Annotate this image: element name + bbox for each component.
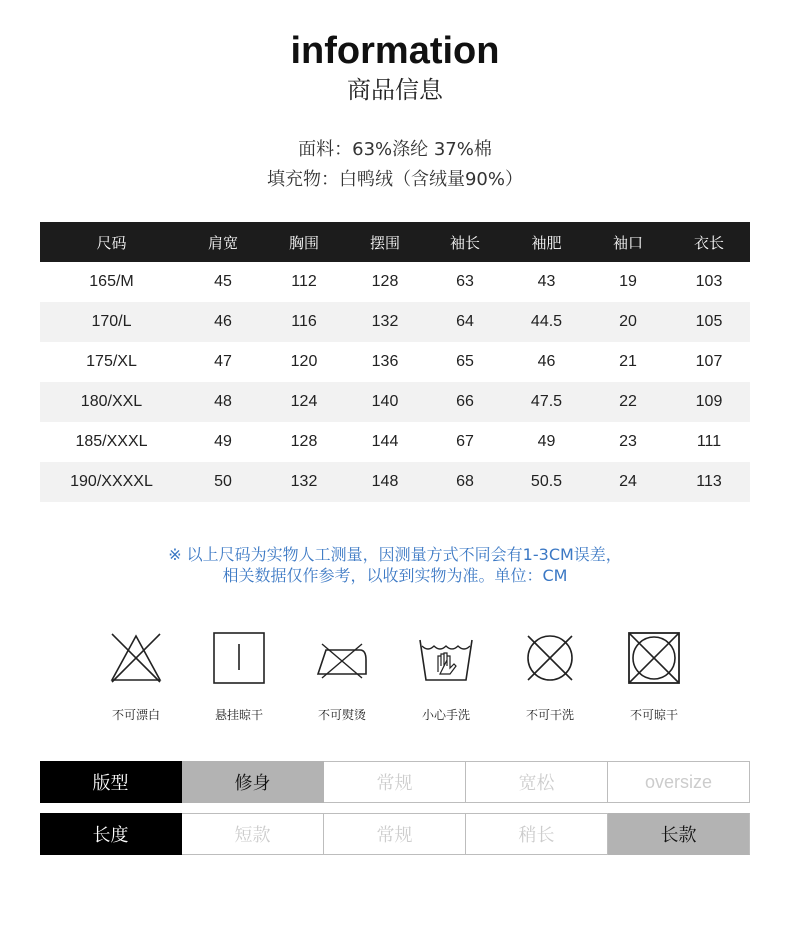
table-cell: 109 [668, 382, 750, 422]
table-cell: 20 [588, 302, 668, 342]
table-cell: 24 [588, 462, 668, 502]
measurement-note-line2: 相关数据仅作参考，以收到实物为准。单位：CM [222, 566, 568, 585]
table-cell: 67 [425, 422, 505, 462]
table-cell: 49 [505, 422, 588, 462]
care-label: 不可熨烫 [317, 708, 366, 722]
fit-label: 版型 [40, 761, 182, 803]
table-row [40, 342, 750, 382]
table-row [40, 382, 750, 422]
no-iron-icon [314, 630, 370, 686]
measurement-note-line1: ※ 以上尺码为实物人工测量，因测量方式不同会有1-3CM误差， [168, 545, 622, 564]
table-cell: 64 [425, 302, 505, 342]
table-cell: 46 [183, 302, 263, 342]
table-cell: 128 [345, 262, 425, 302]
care-label: 不可漂白 [111, 708, 160, 722]
table-cell: 43 [505, 262, 588, 302]
care-label: 小心手洗 [421, 708, 470, 722]
table-cell: 136 [345, 342, 425, 382]
fit-option-oversize: oversize [608, 761, 750, 803]
size-cell: 190/XXXXL [40, 462, 183, 502]
care-item-no-dry-clean [500, 630, 600, 723]
header-cell: 肩宽 [183, 222, 263, 262]
fit-option-regular: 常规 [324, 761, 466, 803]
table-cell: 21 [588, 342, 668, 382]
care-item-hang-dry [189, 630, 289, 723]
table-row [40, 422, 750, 462]
length-option-regular: 常规 [324, 813, 466, 855]
length-selector [40, 813, 750, 855]
table-cell: 68 [425, 462, 505, 502]
table-cell: 50.5 [505, 462, 588, 502]
header-cell: 衣长 [668, 222, 750, 262]
table-cell: 128 [263, 422, 345, 462]
fabric-spec: 面料：63%涤纶 37%棉 [298, 139, 492, 160]
length-option-longer: 稍长 [466, 813, 608, 855]
header-cell: 袖肥 [505, 222, 588, 262]
care-item-no-tumble-dry [604, 630, 704, 723]
table-cell: 111 [668, 422, 750, 462]
header-cell: 摆围 [345, 222, 425, 262]
table-cell: 49 [183, 422, 263, 462]
table-cell: 44.5 [505, 302, 588, 342]
hand-wash-icon [418, 630, 474, 686]
page-title-cn: 商品信息 [347, 76, 443, 104]
care-item-no-iron [292, 630, 392, 723]
table-cell: 66 [425, 382, 505, 422]
length-option-short: 短款 [182, 813, 324, 855]
table-cell: 47 [183, 342, 263, 382]
care-label: 不可干洗 [525, 708, 574, 722]
table-row [40, 262, 750, 302]
table-cell: 46 [505, 342, 588, 382]
no-tumble-dry-icon [626, 630, 682, 686]
table-cell: 113 [668, 462, 750, 502]
care-label: 不可晾干 [629, 708, 678, 722]
header-cell: 袖长 [425, 222, 505, 262]
size-cell: 185/XXXL [40, 422, 183, 462]
table-cell: 23 [588, 422, 668, 462]
table-cell: 116 [263, 302, 345, 342]
table-cell: 105 [668, 302, 750, 342]
table-cell: 45 [183, 262, 263, 302]
table-cell: 132 [345, 302, 425, 342]
table-cell: 19 [588, 262, 668, 302]
table-cell: 63 [425, 262, 505, 302]
table-cell: 48 [183, 382, 263, 422]
size-cell: 180/XXL [40, 382, 183, 422]
fit-option-loose: 宽松 [466, 761, 608, 803]
size-cell: 175/XL [40, 342, 183, 382]
table-cell: 22 [588, 382, 668, 422]
no-bleach-icon [108, 630, 164, 686]
table-cell: 148 [345, 462, 425, 502]
header-cell: 尺码 [40, 222, 183, 262]
table-cell: 124 [263, 382, 345, 422]
size-table [40, 222, 750, 502]
fit-option-slim: 修身 [182, 761, 324, 803]
table-cell: 144 [345, 422, 425, 462]
length-option-long: 长款 [608, 813, 750, 855]
table-cell: 50 [183, 462, 263, 502]
table-cell: 132 [263, 462, 345, 502]
no-dry-clean-icon [522, 630, 578, 686]
table-cell: 103 [668, 262, 750, 302]
table-cell: 47.5 [505, 382, 588, 422]
table-cell: 140 [345, 382, 425, 422]
care-item-hand-wash [396, 630, 496, 723]
page-title-en: information [290, 30, 500, 72]
size-cell: 165/M [40, 262, 183, 302]
care-item-no-bleach [86, 630, 186, 723]
header-cell: 袖口 [588, 222, 668, 262]
size-cell: 170/L [40, 302, 183, 342]
length-label: 长度 [40, 813, 182, 855]
table-cell: 112 [263, 262, 345, 302]
filling-spec: 填充物：白鸭绒（含绒量90%） [266, 169, 523, 190]
table-cell: 107 [668, 342, 750, 382]
table-row [40, 462, 750, 502]
size-table-header [40, 222, 750, 262]
header-cell: 胸围 [263, 222, 345, 262]
table-cell: 120 [263, 342, 345, 382]
care-label: 悬挂晾干 [214, 708, 263, 722]
table-cell: 65 [425, 342, 505, 382]
fit-selector [40, 761, 750, 803]
table-row [40, 302, 750, 342]
hang-dry-icon [211, 630, 267, 686]
